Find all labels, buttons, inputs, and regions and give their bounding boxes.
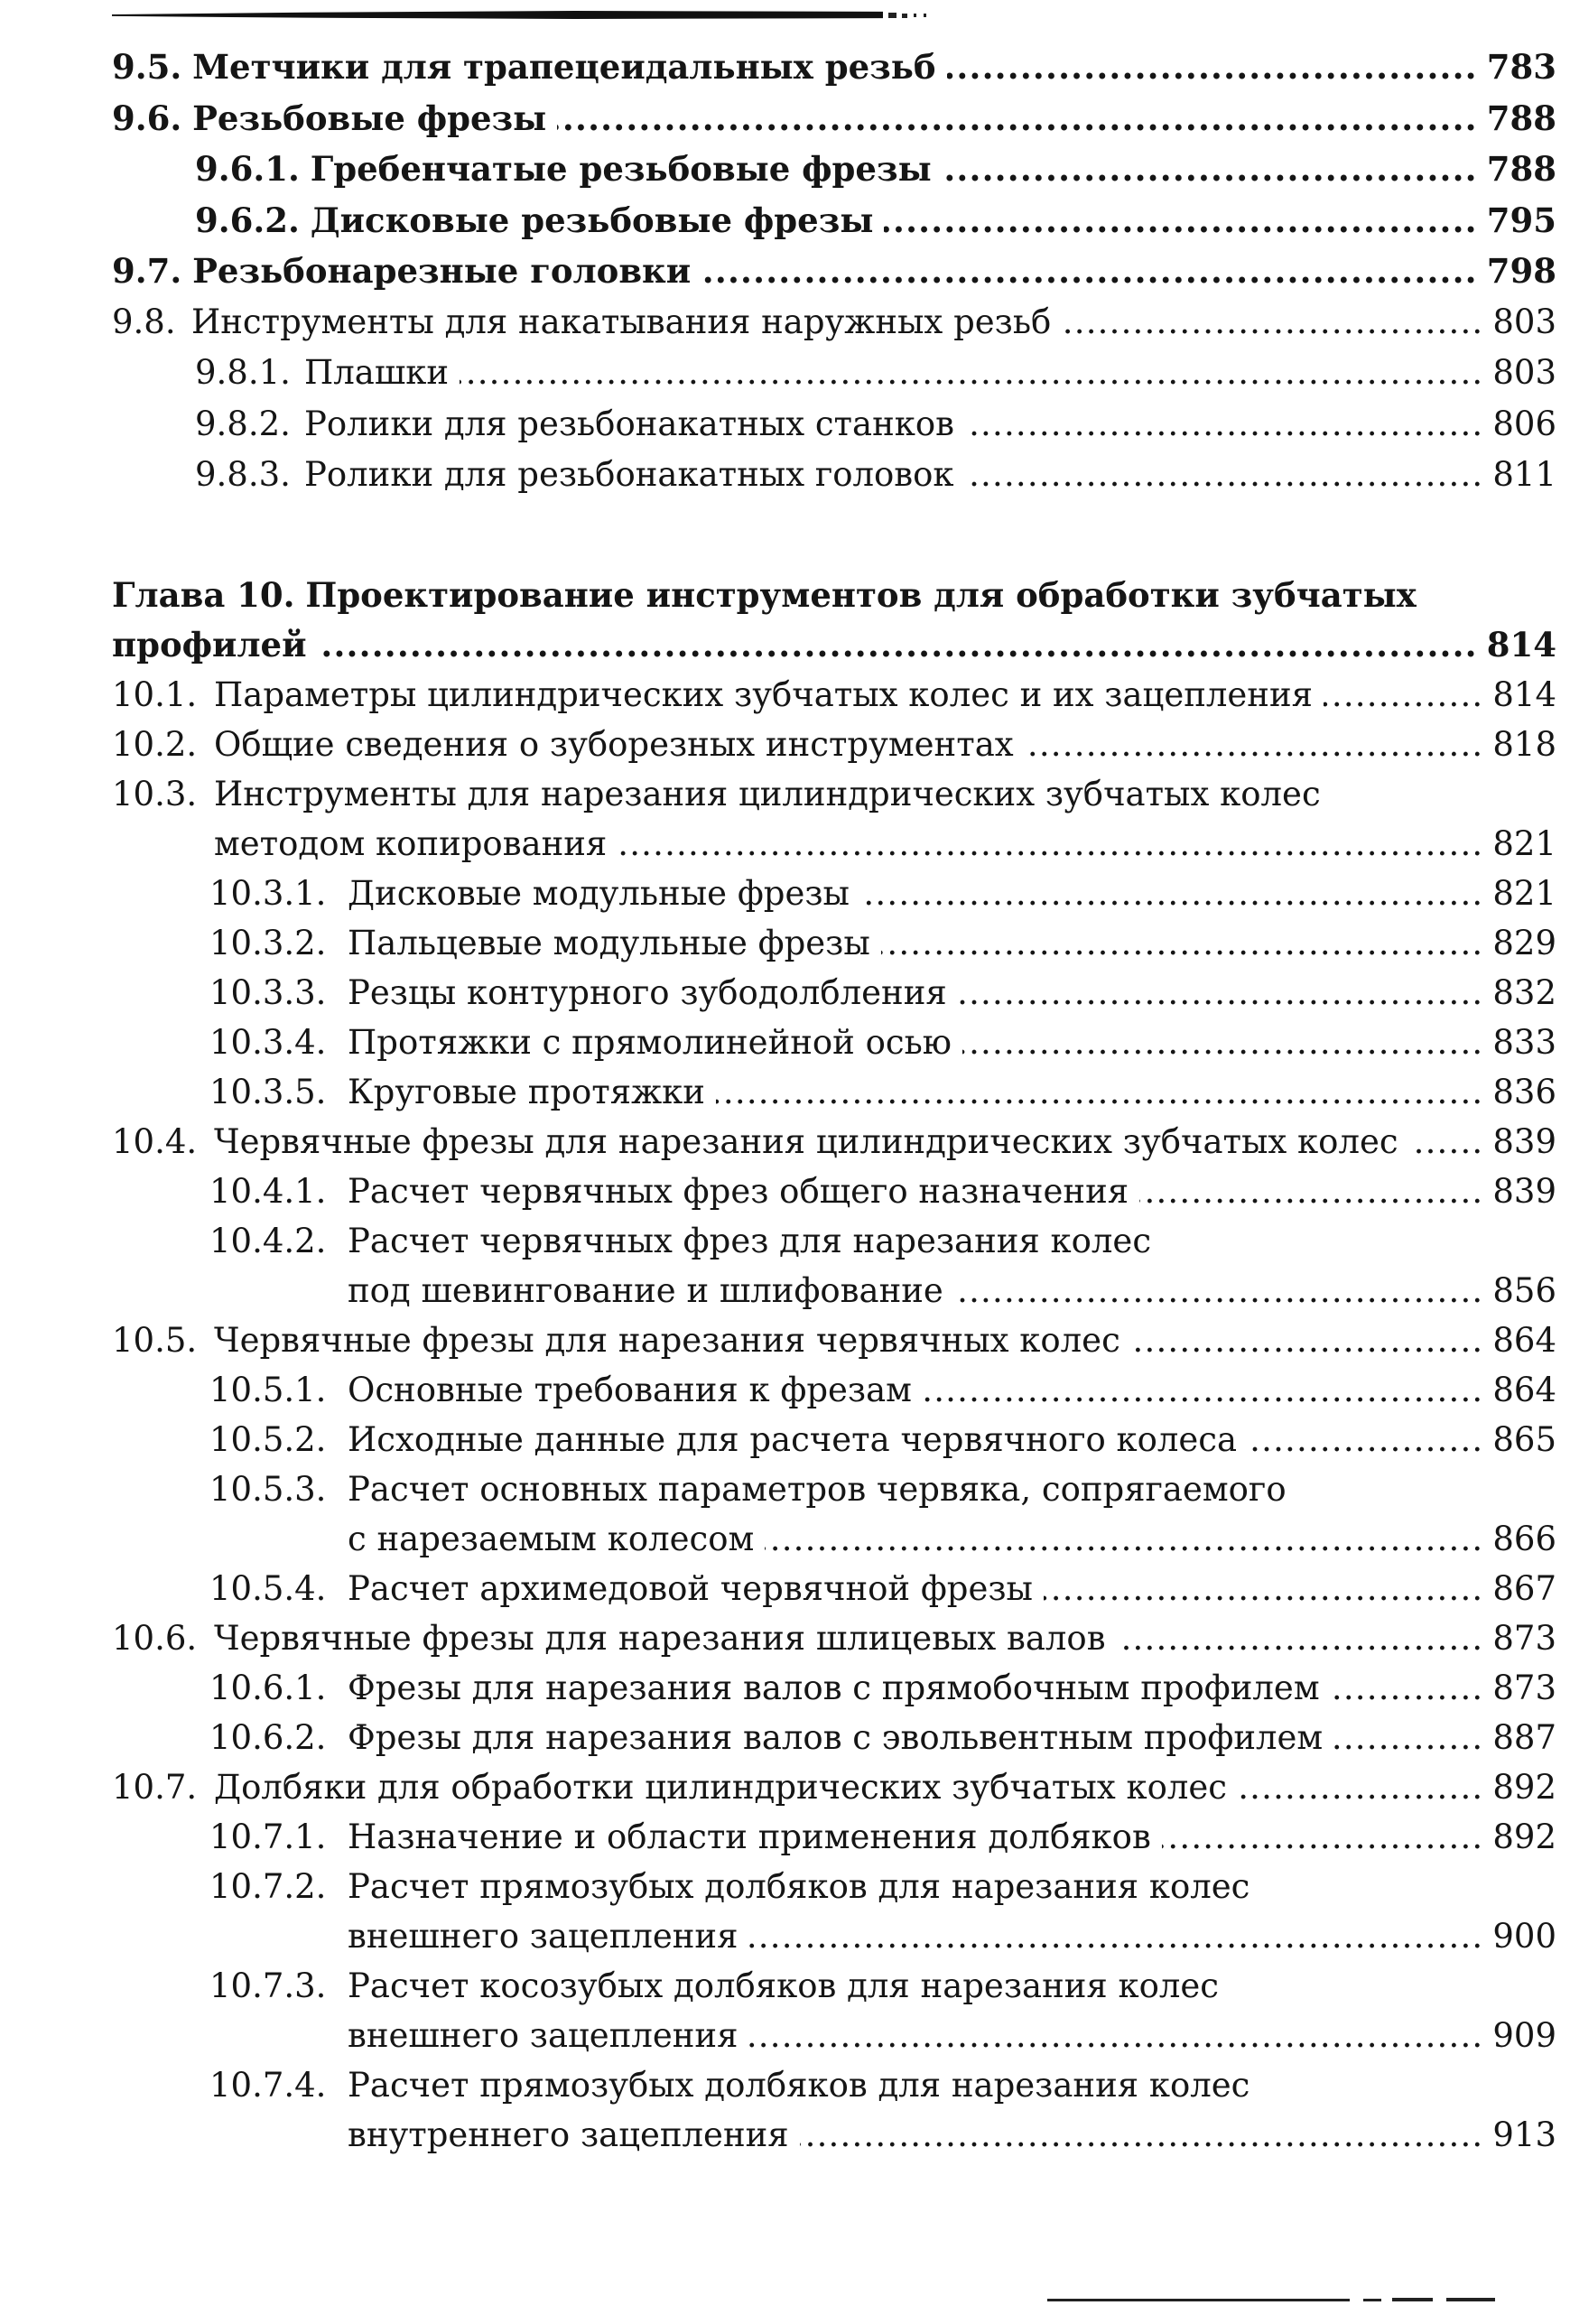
page-number: 795	[1486, 200, 1556, 240]
dot-leader	[1324, 670, 1483, 720]
entry-number: 9.7.	[112, 251, 182, 291]
entry-number: 10.5.4.	[209, 1569, 327, 1608]
top-rule	[112, 11, 883, 19]
entry-line-2	[112, 2110, 1556, 2160]
toc-entry-10-6-2	[112, 1713, 1556, 1762]
dot-leader	[860, 869, 1483, 918]
page-number: 818	[1492, 725, 1556, 764]
entry-number: 10.2.	[112, 725, 198, 764]
dot-leader	[1333, 1713, 1483, 1762]
entry-title: Червячные фрезы для нарезания червячных колес	[214, 1321, 1120, 1360]
entry-line-1	[112, 2060, 1556, 2110]
entry-number: 10.3.1.	[209, 874, 327, 913]
entry-number: 10.7.1.	[209, 1817, 327, 1856]
page-number: 873	[1492, 1669, 1556, 1707]
dot-leader	[701, 246, 1478, 297]
bottom-rule-fragment	[1392, 2298, 1433, 2301]
entry-title: Дисковые модульные фрезы	[348, 874, 850, 913]
dot-leader	[716, 1067, 1483, 1117]
toc-entry-10-6	[112, 1613, 1556, 1663]
entry-title: Расчет архимедовой червячной фрезы	[348, 1569, 1034, 1608]
entry-title-continuation: внешнего зацепления	[348, 2016, 739, 2055]
bottom-rule-fragment	[1363, 2299, 1381, 2301]
entry-line-2	[112, 2011, 1556, 2060]
dot-leader	[765, 1514, 1483, 1564]
page-number: 900	[1492, 1917, 1556, 1956]
entry-title: Дисковые резьбовые фрезы	[310, 200, 874, 240]
dot-leader	[881, 918, 1484, 968]
page-number: 798	[1486, 251, 1556, 291]
bottom-rule-fragment	[1446, 2298, 1495, 2301]
toc-entry-10-5-4	[112, 1564, 1556, 1613]
entry-title: Протяжки с прямолинейной осью	[348, 1023, 952, 1062]
entry-number: 10.3.5.	[209, 1073, 327, 1111]
chapter-heading	[112, 571, 1556, 670]
page-number: 866	[1492, 1520, 1556, 1558]
entry-title: Ролики для резьбонакатных станков	[304, 404, 954, 443]
top-rule-fragment	[924, 14, 926, 17]
toc-entry-9-8-1	[112, 348, 1556, 399]
entry-title: Пальцевые модульные фрезы	[348, 924, 870, 962]
toc-entry-9-5	[112, 42, 1556, 93]
dot-leader	[1044, 1564, 1483, 1613]
dot-leader	[1331, 1663, 1484, 1713]
page-number: 909	[1492, 2016, 1556, 2055]
dot-leader	[1409, 1117, 1484, 1167]
entry-number: 10.7.	[112, 1768, 198, 1807]
entry-title: Инструменты для накатывания наружных резьб	[191, 302, 1052, 341]
page-number: 833	[1492, 1023, 1556, 1062]
toc-entry-10-5	[112, 1315, 1556, 1365]
entry-title: Расчет прямозубых долбяков для нарезания колес	[348, 2066, 1250, 2105]
entry-number: 10.5.	[112, 1321, 198, 1360]
entry-title: Расчет основных параметров червяка, сопрягаемого	[348, 1470, 1287, 1509]
entry-title: Расчет прямозубых долбяков для нарезания колес	[348, 1867, 1250, 1906]
entry-number: 10.6.2.	[209, 1718, 327, 1757]
entry-number: 9.6.	[112, 98, 182, 138]
toc-entry-10-7-2	[112, 1862, 1556, 1961]
toc-entry-10-7-4	[112, 2060, 1556, 2160]
dot-leader	[748, 1911, 1483, 1961]
dot-leader	[923, 1365, 1483, 1415]
entry-title: Расчет червячных фрез общего назначения	[348, 1172, 1129, 1211]
page-number: 864	[1492, 1321, 1556, 1360]
entry-title: Резьбонарезные головки	[192, 251, 692, 291]
entry-line-2	[112, 1911, 1556, 1961]
toc-entry-10-4-2	[112, 1216, 1556, 1315]
entry-number: 10.3.4.	[209, 1023, 327, 1062]
entry-title: Исходные данные для расчета червячного колеса	[348, 1420, 1238, 1459]
entry-title: Параметры цилиндрических зубчатых колес и их зацепления	[214, 675, 1313, 714]
entry-number: 10.7.3.	[209, 1966, 327, 2005]
toc-chapter-10	[112, 571, 1556, 2160]
page-number: 806	[1492, 404, 1556, 443]
dot-leader	[618, 819, 1483, 869]
dot-leader	[947, 42, 1478, 93]
entry-line-2	[112, 1266, 1556, 1315]
dot-leader	[1131, 1315, 1484, 1365]
toc-entry-9-8-3	[112, 450, 1556, 501]
page-number: 829	[1492, 924, 1556, 962]
entry-line-1	[112, 1862, 1556, 1911]
page-number: 887	[1492, 1718, 1556, 1757]
dot-leader	[1117, 1613, 1484, 1663]
entry-number: 10.4.	[112, 1122, 198, 1161]
entry-title: Плашки	[304, 353, 450, 392]
entry-title: Общие сведения о зуборезных инструментах	[214, 725, 1014, 764]
page-number: 811	[1492, 455, 1556, 494]
page-number: 856	[1492, 1271, 1556, 1310]
page-number: 839	[1492, 1172, 1556, 1211]
entry-title: Расчет червячных фрез для нарезания колес	[348, 1222, 1152, 1260]
entry-title: Червячные фрезы для нарезания цилиндрических зубчатых колес	[214, 1122, 1398, 1161]
toc-entry-10-2	[112, 720, 1556, 769]
dot-leader	[962, 1018, 1483, 1067]
entry-title: Резьбовые фрезы	[192, 98, 547, 138]
entry-number: 10.3.	[112, 775, 198, 813]
dot-leader	[1162, 1812, 1484, 1862]
toc-entry-10-4-1	[112, 1167, 1556, 1216]
entry-number: 10.5.1.	[209, 1371, 327, 1409]
dot-leader	[965, 450, 1484, 501]
entry-number: 9.6.2.	[195, 200, 300, 240]
entry-line-1	[112, 1216, 1556, 1266]
toc-entry-10-1	[112, 670, 1556, 720]
page-number: 832	[1492, 973, 1556, 1012]
dot-leader	[800, 2110, 1484, 2160]
page-number: 821	[1492, 824, 1556, 863]
entry-title: Круговые протяжки	[348, 1073, 705, 1111]
entry-title: Червячные фрезы для нарезания шлицевых валов	[214, 1619, 1106, 1658]
page-number: 892	[1492, 1768, 1556, 1807]
page-number: 803	[1492, 302, 1556, 341]
page-number: 839	[1492, 1122, 1556, 1161]
bottom-rule-fragment	[1047, 2299, 1350, 2301]
entry-title-continuation: внутреннего зацепления	[348, 2115, 789, 2154]
page-number: 803	[1492, 353, 1556, 392]
entry-number: 10.7.2.	[209, 1867, 327, 1906]
toc-entry-10-3-3	[112, 968, 1556, 1018]
entry-number: 9.8.	[112, 302, 176, 341]
dot-leader	[958, 968, 1484, 1018]
dot-leader	[954, 1266, 1484, 1315]
page-number: 865	[1492, 1420, 1556, 1459]
entry-title: Фрезы для нарезания валов с прямобочным профилем	[348, 1669, 1320, 1707]
entry-line-1	[112, 1464, 1556, 1514]
entry-number: 9.8.2.	[195, 404, 291, 443]
toc-entry-10-3-1	[112, 869, 1556, 918]
dot-leader	[460, 348, 1483, 399]
toc-entry-9-6-1	[112, 144, 1556, 195]
entry-line-1	[112, 1961, 1556, 2011]
entry-title-continuation: внешнего зацепления	[348, 1917, 739, 1956]
entry-number: 10.4.2.	[209, 1222, 327, 1260]
entry-number: 9.5.	[112, 47, 182, 87]
toc-entry-9-7	[112, 246, 1556, 297]
dot-leader	[1248, 1415, 1483, 1464]
chapter-title: Проектирование инструментов для обработки зубчатых	[305, 575, 1417, 615]
entry-number: 10.4.1.	[209, 1172, 327, 1211]
page-number: 814	[1492, 675, 1556, 714]
page-number: 788	[1486, 149, 1556, 189]
entry-number: 9.8.3.	[195, 455, 291, 494]
entry-title: Гребенчатые резьбовые фрезы	[310, 149, 932, 189]
toc-entry-10-3-2	[112, 918, 1556, 968]
chapter-title-continuation: профилей	[112, 625, 307, 665]
dot-leader	[1025, 720, 1484, 769]
entry-number: 10.5.2.	[209, 1420, 327, 1459]
dot-leader	[943, 144, 1478, 195]
dot-leader	[318, 620, 1478, 670]
top-rule-fragment	[888, 13, 896, 18]
chapter-label: Глава 10.	[112, 575, 295, 615]
entry-title: Расчет косозубых долбяков для нарезания колес	[348, 1966, 1220, 2005]
entry-number: 10.6.1.	[209, 1669, 327, 1707]
toc-entry-9-8-2	[112, 399, 1556, 451]
page-number: 867	[1492, 1569, 1556, 1608]
entry-title: Метчики для трапецеидальных резьб	[192, 47, 936, 87]
page-number: 814	[1486, 625, 1556, 665]
entry-number: 9.8.1.	[195, 353, 291, 392]
toc-entry-10-7-3	[112, 1961, 1556, 2060]
page-number: 836	[1492, 1073, 1556, 1111]
entry-number: 10.3.2.	[209, 924, 327, 962]
toc-entry-10-3-5	[112, 1067, 1556, 1117]
dot-leader	[1062, 297, 1483, 349]
toc-entry-10-3-4	[112, 1018, 1556, 1067]
toc-entry-10-3	[112, 769, 1556, 869]
page-number: 864	[1492, 1371, 1556, 1409]
top-rule-fragment	[902, 14, 907, 18]
top-rule-fragment	[914, 14, 916, 17]
dot-leader	[1139, 1167, 1483, 1216]
dot-leader	[965, 399, 1483, 451]
toc-entry-10-7	[112, 1762, 1556, 1812]
entry-title: Долбяки для обработки цилиндрических зубчатых колес	[214, 1768, 1227, 1807]
toc-entry-9-6	[112, 93, 1556, 144]
entry-number: 10.7.4.	[209, 2066, 327, 2105]
entry-number: 9.6.1.	[195, 149, 300, 189]
toc-entry-10-5-2	[112, 1415, 1556, 1464]
entry-line-2	[112, 1514, 1556, 1564]
page-number: 783	[1486, 47, 1556, 87]
entry-number: 10.1.	[112, 675, 198, 714]
entry-title: Ролики для резьбонакатных головок	[304, 455, 954, 494]
toc-entry-9-6-2	[112, 195, 1556, 246]
entry-title: Назначение и области применения долбяков	[348, 1817, 1151, 1856]
toc-entry-9-8	[112, 297, 1556, 349]
entry-title-continuation: с нарезаемым колесом	[348, 1520, 755, 1558]
entry-number: 10.3.3.	[209, 973, 327, 1012]
chapter-heading-line-1	[112, 571, 1556, 620]
entry-number: 10.5.3.	[209, 1470, 327, 1509]
toc-section-9	[112, 42, 1556, 501]
entry-line-1	[112, 769, 1556, 819]
entry-title: Основные требования к фрезам	[348, 1371, 912, 1409]
entry-title-continuation: под шевингование и шлифование	[348, 1271, 943, 1310]
entry-title-continuation: методом копирования	[214, 824, 608, 863]
page-number: 788	[1486, 98, 1556, 138]
dot-leader	[748, 2011, 1483, 2060]
page-number: 873	[1492, 1619, 1556, 1658]
toc-entry-10-7-1	[112, 1812, 1556, 1862]
toc-entry-10-5-3	[112, 1464, 1556, 1564]
dot-leader	[557, 93, 1478, 144]
entry-number: 10.6.	[112, 1619, 198, 1658]
entry-line-2	[112, 819, 1556, 869]
entry-title: Фрезы для нарезания валов с эвольвентным профилем	[348, 1718, 1324, 1757]
page-number: 892	[1492, 1817, 1556, 1856]
toc-entry-10-4	[112, 1117, 1556, 1167]
entry-title: Инструменты для нарезания цилиндрических зубчатых колес	[214, 775, 1321, 813]
toc-entry-10-5-1	[112, 1365, 1556, 1415]
toc-entry-10-6-1	[112, 1663, 1556, 1713]
chapter-heading-line-2	[112, 620, 1556, 670]
page-number: 913	[1492, 2115, 1556, 2154]
page-number: 821	[1492, 874, 1556, 913]
dot-leader	[1238, 1762, 1483, 1812]
dot-leader	[884, 195, 1477, 246]
entry-title: Резцы контурного зубодолбления	[348, 973, 947, 1012]
